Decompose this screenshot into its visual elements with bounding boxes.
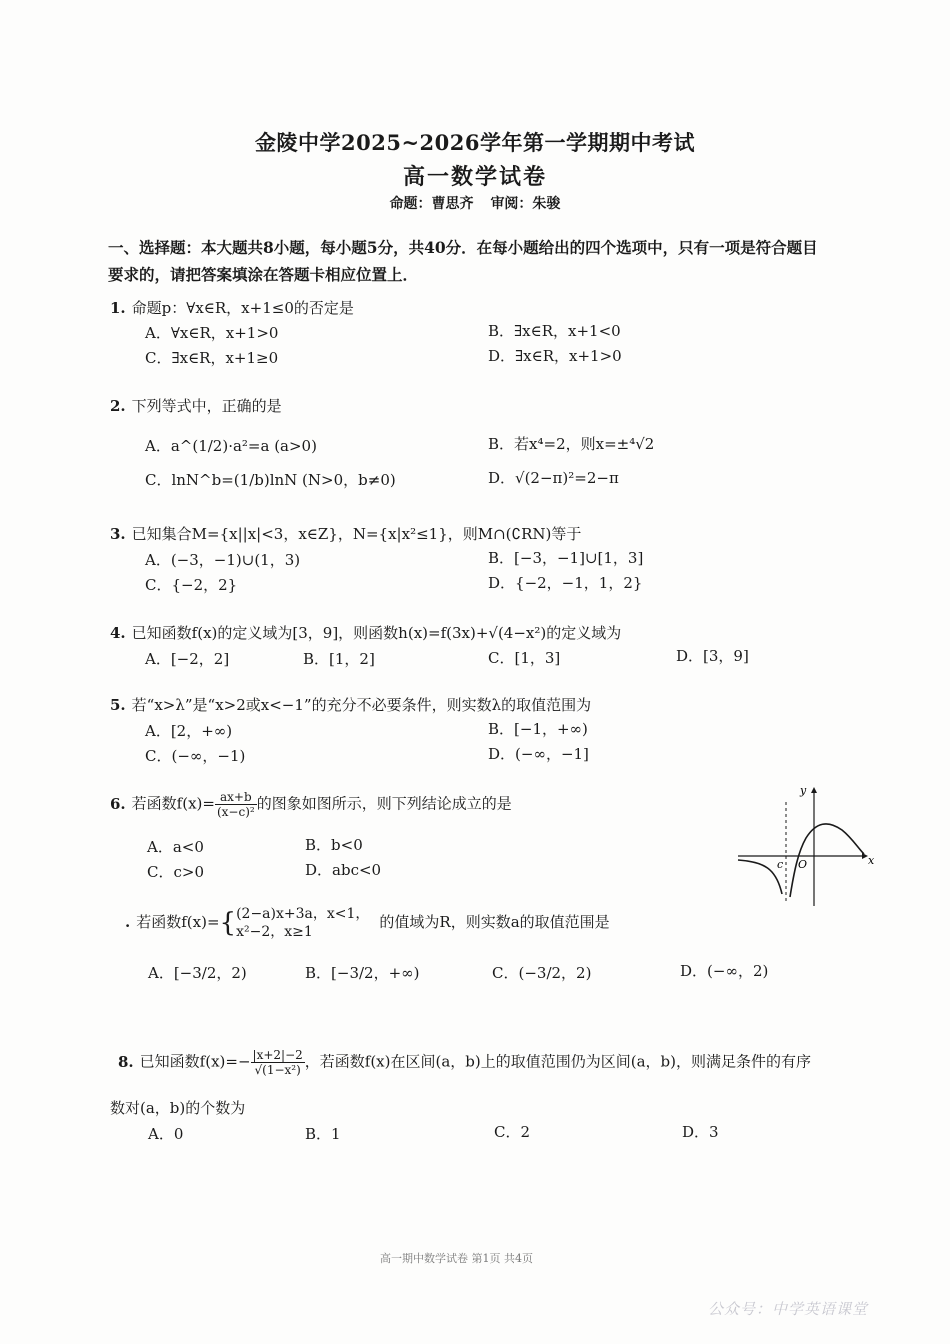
question-number: 1. bbox=[110, 299, 126, 317]
q5-option-b: B．[−1，+∞) bbox=[488, 720, 588, 738]
question-text-a: 若函数f(x)= bbox=[131, 794, 215, 813]
function-graph bbox=[734, 782, 874, 910]
author-line bbox=[0, 193, 950, 213]
q4-option-d: D．[3，9] bbox=[676, 647, 749, 665]
exam-title: 金陵中学2025~2026学年第一学期期中考试 bbox=[255, 130, 695, 155]
q6-option-c: C．c>0 bbox=[147, 863, 204, 881]
q7-option-a: A．[−3/2，2) bbox=[148, 964, 247, 982]
q6-option-b: B．b<0 bbox=[305, 836, 363, 854]
question-number: 8. bbox=[118, 1052, 134, 1071]
brace: { bbox=[219, 908, 237, 938]
q2-option-a: A．a^(1/2)·a²=a (a>0) bbox=[145, 437, 317, 455]
question-6-stem bbox=[110, 790, 512, 819]
q3-option-a: A．(−3，−1)∪(1，3) bbox=[145, 551, 301, 569]
question-number: 2. bbox=[110, 397, 126, 415]
question-8-stem-cont: 数对(a，b)的个数为 bbox=[110, 1099, 246, 1117]
q7-option-b: B．[−3/2，+∞) bbox=[305, 964, 420, 982]
q8-option-d: D．3 bbox=[682, 1123, 719, 1141]
question-number: . bbox=[125, 913, 131, 931]
q6-option-d: D．abc<0 bbox=[305, 861, 382, 879]
q2-option-c: C．lnN^b=(1/b)lnN (N>0，b≠0) bbox=[145, 471, 396, 489]
q5-option-d: D．(−∞，−1] bbox=[488, 745, 589, 763]
q5-option-a: A．[2，+∞) bbox=[145, 722, 233, 740]
question-text-a: 已知函数f(x)=− bbox=[139, 1052, 251, 1071]
question-text-b: ，若函数f(x)在区间(a，b)上的取值范围仍为区间(a，b)，则满足条件的有序 bbox=[304, 1052, 811, 1071]
q7-option-c: C．(−3/2，2) bbox=[492, 964, 592, 982]
question-text: 下列等式中，正确的是 bbox=[131, 397, 282, 415]
q2-option-d: D．√(2−π)²=2−π bbox=[488, 469, 619, 487]
fraction-denominator: √(1−x²) bbox=[254, 1063, 301, 1077]
question-text-a: 若函数f(x)= bbox=[136, 913, 220, 931]
fraction-numerator: |x+2|−2 bbox=[252, 1048, 303, 1062]
q3-option-d: D．{−2，−1，1，2} bbox=[488, 574, 643, 592]
fraction-numerator: ax+b bbox=[215, 790, 257, 805]
section-instructions-line1: 一、选择题：本大题共8小题，每小题5分，共40分．在每小题给出的四个选项中，只有一项是符合题目 bbox=[108, 238, 818, 257]
watermark: 公众号：中学英语课堂 bbox=[708, 1300, 869, 1318]
y-axis-arrow bbox=[811, 787, 817, 793]
question-text-b: 的图象如图所示，则下列结论成立的是 bbox=[256, 794, 512, 813]
x-label: x bbox=[868, 854, 874, 867]
question-text: 已知函数f(x)的定义域为[3，9]，则函数h(x)=f(3x)+√(4−x²)的定义域为 bbox=[131, 624, 622, 642]
question-3-stem bbox=[110, 523, 581, 544]
question-2-stem bbox=[110, 395, 282, 416]
author-label: 命题：曹思齐 bbox=[389, 196, 474, 212]
c-label: c bbox=[777, 858, 784, 871]
exam-subtitle: 高一数学试卷 bbox=[402, 164, 547, 190]
q5-option-c: C．(−∞，−1) bbox=[145, 747, 246, 765]
q7-option-d: D．(−∞，2) bbox=[680, 962, 769, 980]
question-7-stem bbox=[125, 905, 610, 941]
curve-left-branch bbox=[738, 860, 782, 894]
q1-option-c: C．∃x∈R，x+1≥0 bbox=[145, 349, 279, 367]
q6-option-a: A．a<0 bbox=[147, 838, 204, 856]
q4-option-b: B．[1，2] bbox=[303, 650, 375, 668]
fraction-denominator: (x−c)² bbox=[216, 805, 255, 819]
fraction bbox=[251, 1048, 305, 1077]
q1-option-a: A．∀x∈R，x+1>0 bbox=[145, 324, 279, 342]
q4-option-a: A．[−2，2] bbox=[145, 650, 230, 668]
q2-option-b: B．若x⁴=2，则x=±⁴√2 bbox=[488, 435, 655, 453]
q8-option-b: B．1 bbox=[305, 1125, 341, 1143]
question-1-stem bbox=[110, 297, 354, 318]
fraction bbox=[215, 790, 257, 819]
q3-option-c: C．{−2，2} bbox=[145, 576, 238, 594]
question-number: 4. bbox=[110, 624, 126, 642]
piecewise-cases bbox=[236, 905, 369, 941]
question-text: 已知集合M={x||x|<3，x∈Z}，N={x|x²≤1}，则M∩(∁RN)等于 bbox=[131, 525, 582, 543]
question-4-stem bbox=[110, 622, 621, 643]
q8-option-c: C．2 bbox=[494, 1123, 531, 1141]
q3-option-b: B．[−3，−1]∪[1，3] bbox=[488, 549, 644, 567]
question-text-b: 的值域为R，则实数a的取值范围是 bbox=[379, 913, 610, 931]
y-label: y bbox=[800, 784, 807, 797]
question-number: 5. bbox=[110, 696, 126, 714]
reviewer-label: 审阅：朱骏 bbox=[490, 196, 561, 212]
page-footer: 高一期中数学试卷 第1页 共4页 bbox=[380, 1252, 533, 1265]
question-text: 命题p：∀x∈R，x+1≤0的否定是 bbox=[131, 299, 354, 317]
q1-option-d: D．∃x∈R，x+1>0 bbox=[488, 347, 622, 365]
origin-label: O bbox=[798, 858, 808, 871]
question-text: 若“x>λ”是“x>2或x<−1”的充分不必要条件，则实数λ的取值范围为 bbox=[131, 696, 592, 714]
question-number: 3. bbox=[110, 525, 126, 543]
piece-1: (2−a)x+3a，x<1， bbox=[236, 906, 370, 922]
q1-option-b: B．∃x∈R，x+1<0 bbox=[488, 322, 621, 340]
question-8-stem bbox=[118, 1048, 811, 1077]
section-instructions-line2: 要求的，请把答案填涂在答题卡相应位置上． bbox=[108, 265, 419, 284]
piece-2: x²−2，x≥1 bbox=[236, 924, 313, 940]
q8-option-a: A．0 bbox=[148, 1125, 184, 1143]
question-number: 6. bbox=[110, 794, 126, 813]
q4-option-c: C．[1，3] bbox=[488, 649, 561, 667]
question-5-stem bbox=[110, 694, 591, 715]
